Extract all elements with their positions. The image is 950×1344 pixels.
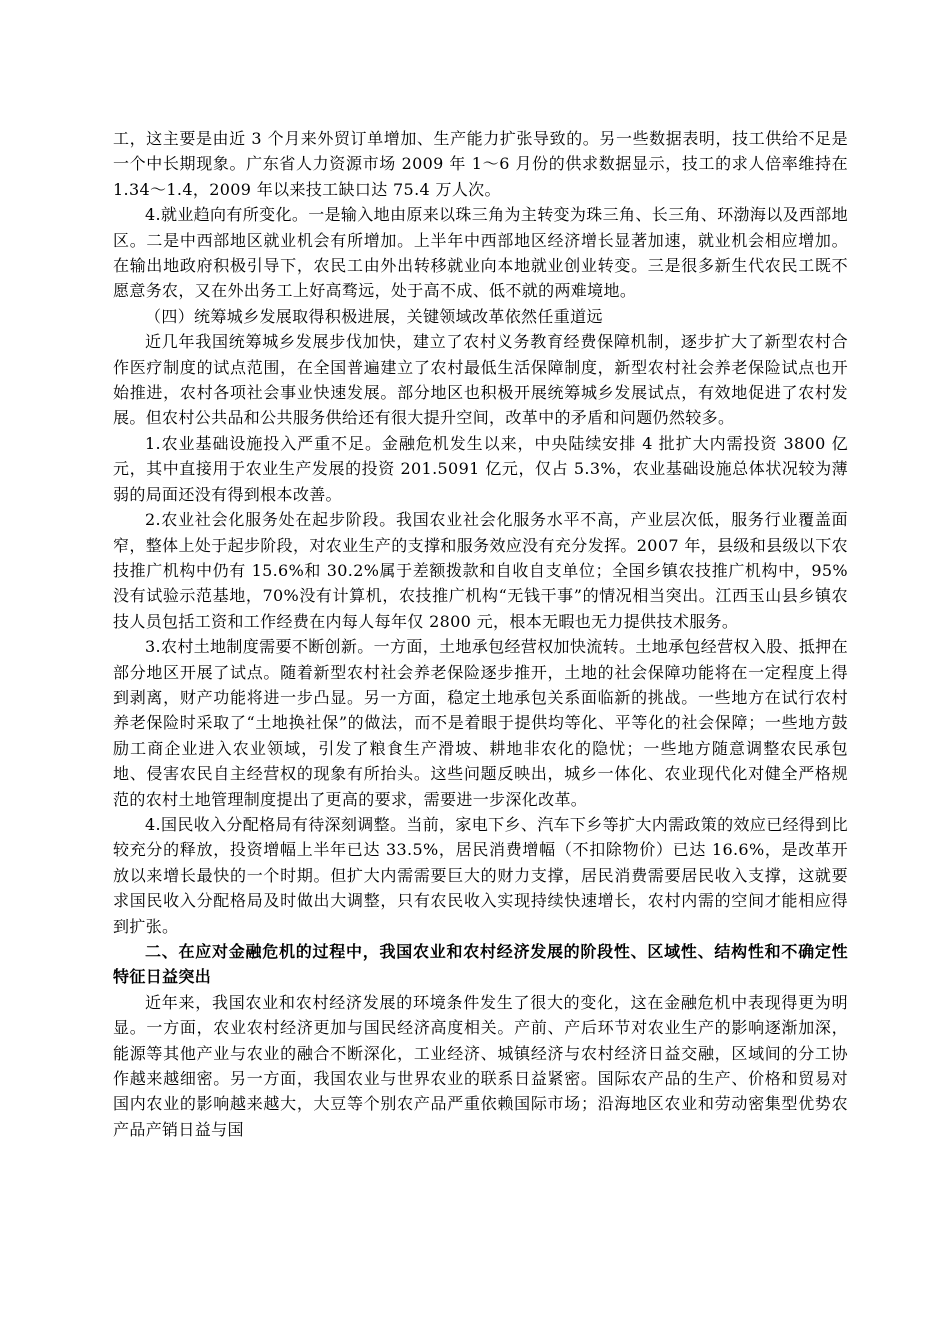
section-heading-2: 二、在应对金融危机的过程中，我国农业和农村经济发展的阶段性、区域性、结构性和不确定性特征日益突出 — [113, 942, 848, 987]
paragraph-income-distribution: 4.国民收入分配格局有待深刻调整。当前，家电下乡、汽车下乡等扩大内需政策的效应已经得到比较充分的释放，投资增幅上半年已达 33.5%，居民消费增幅（不扣除物价）已达 16.6%，是改革开放以来增长最快的一个时期。但扩大内需需要巨大的财力支撑，居民消费需要居民收入支撑，这就要求国民收入分配格局及时做出大调整，只有农民收入实现持续快速增长，农村内需的空间才能相应得到扩张。 — [113, 814, 848, 936]
paragraph-urban-rural: 近几年我国统筹城乡发展步伐加快，建立了农村义务教育经费保障机制，逐步扩大了新型农村合作医疗制度的试点范围，在全国普遍建立了农村最低生活保障制度，新型农村社会养老保险试点也开始推进，农村各项社会事业快速发展。部分地区也积极开展统筹城乡发展试点，有效地促进了农村发展。但农村公共品和公共服务供给还有很大提升空间，改革中的矛盾和问题仍然较多。 — [113, 332, 848, 428]
paragraph-land-system: 3.农村土地制度需要不断创新。一方面，土地承包经营权加快流转。土地承包经营权入股、抵押在部分地区开展了试点。随着新型农村社会养老保险逐步推开，土地的社会保障功能将在一定程度上得到剥离，财产功能将进一步凸显。另一方面，稳定土地承包关系面临新的挑战。一些地方在试行农村养老保险时采取了“土地换社保”的做法，而不是着眼于提供均等化、平等化的社会保障；一些地方鼓励工商企业进入农业领域，引发了粮食生产滑坡、耕地非农化的隐忧；一些地方随意调整农民承包地、侵害农民自主经营权的现象有所抬头。这些问题反映出，城乡一体化、农业现代化对健全严格规范的农村土地管理制度提出了更高的要求，需要进一步深化改革。 — [113, 637, 848, 809]
paragraph-employment-trend: 4.就业趋向有所变化。一是输入地由原来以珠三角为主转变为珠三角、长三角、环渤海以及西部地区。二是中西部地区就业机会有所增加。上半年中西部地区经济增长显著加速，就业机会相应增加。在输出地政府积极引导下，农民工由外出转移就业向本地就业创业转变。三是很多新生代农民工既不愿意务农，又在外出务工上好高骛远，处于高不成、低不就的两难境地。 — [113, 205, 848, 301]
paragraph-social-services: 2.农业社会化服务处在起步阶段。我国农业社会化服务水平不高，产业层次低，服务行业覆盖面窄，整体上处于起步阶段，对农业生产的支撑和服务效应没有充分发挥。2007 年，县级和县级以下农技推广机构中仍有 15.6%和 30.2%属于差额拨款和自收自支单位；全国乡镇农技推广机构中，95%没有试验示范基地，70%没有计算机，农技推广机构“无钱干事”的情况相当突出。江西玉山县乡镇农技人员包括工资和工作经费在内每人每年仅 2800 元，根本无暇也无力提供技术服务。 — [113, 510, 848, 631]
section-heading-4: （四）统筹城乡发展取得积极进展，关键领域改革依然任重道远 — [145, 306, 603, 326]
paragraph-infrastructure: 1.农业基础设施投入严重不足。金融危机发生以来，中央陆续安排 4 批扩大内需投资 3800 亿元，其中直接用于农业生产发展的投资 201.5091 亿元，仅占 5.3%，农业基础设施总体状况较为薄弱的局面还没有得到根本改善。 — [113, 433, 848, 504]
paragraph-1: 工，这主要是由近 3 个月来外贸订单增加、生产能力扩张导致的。另一些数据表明，技工供给不足是一个中长期现象。广东省人力资源市场 2009 年 1～6 月份的供求数据显示，技工的求人倍率维持在 1.34～1.4，2009 年以来技工缺口达 75.4 万人次。 — [113, 129, 848, 199]
document-page — [113, 126, 848, 1142]
paragraph-environment: 近年来，我国农业和农村经济发展的环境条件发生了很大的变化，这在金融危机中表现得更为明显。一方面，农业农村经济更加与国民经济高度相关。产前、产后环节对农业生产的影响逐渐加深，能源等其他产业与农业的融合不断深化，工业经济、城镇经济与农村经济日益交融，区域间的分工协作越来越细密。另一方面，我国农业与世界农业的联系日益紧密。国际农产品的生产、价格和贸易对国内农业的影响越来越大，大豆等个别农产品严重依赖国际市场；沿海地区农业和劳动密集型优势农产品产销日益与国 — [113, 992, 848, 1139]
